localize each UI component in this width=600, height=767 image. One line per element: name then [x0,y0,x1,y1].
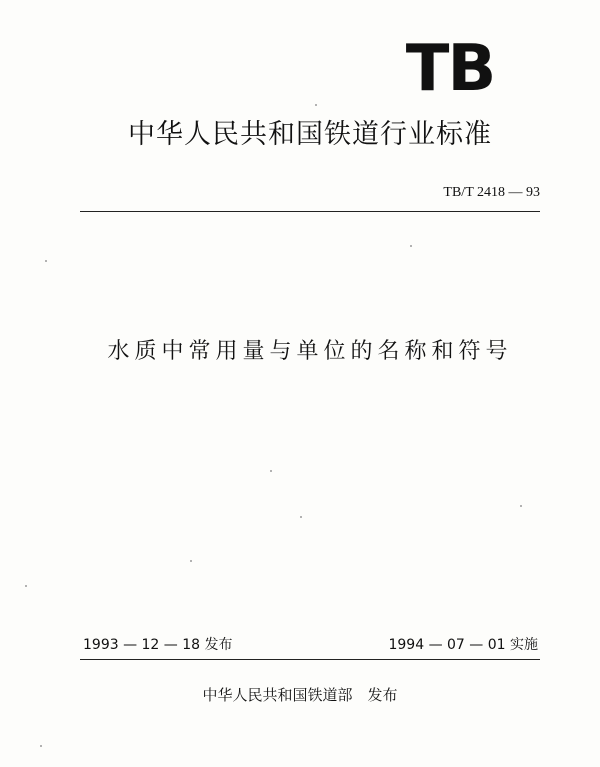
scan-speck [270,470,272,472]
standard-code: TB/T 2418 — 93 [443,185,540,200]
implementation-date: 1994 — 07 — 01 实施 [388,637,538,653]
standard-type-heading: 中华人民共和国铁道行业标准 [128,119,492,150]
header-divider [80,211,540,212]
footer-divider [80,659,540,660]
document-title: 水质中常用量与单位的名称和符号 [107,339,513,364]
scan-speck [40,745,42,747]
scan-speck [520,505,522,507]
publisher-line: 中华人民共和国铁道部 发布 [202,686,398,704]
issue-date: 1993 — 12 — 18 发布 [83,637,233,653]
tb-logo [395,38,505,94]
svg-text:TB: TB [405,38,495,94]
scan-speck [315,104,317,106]
scan-speck [45,260,47,262]
scan-speck [190,560,192,562]
scan-speck [25,585,27,587]
scan-speck [300,516,302,518]
scan-speck [410,245,412,247]
